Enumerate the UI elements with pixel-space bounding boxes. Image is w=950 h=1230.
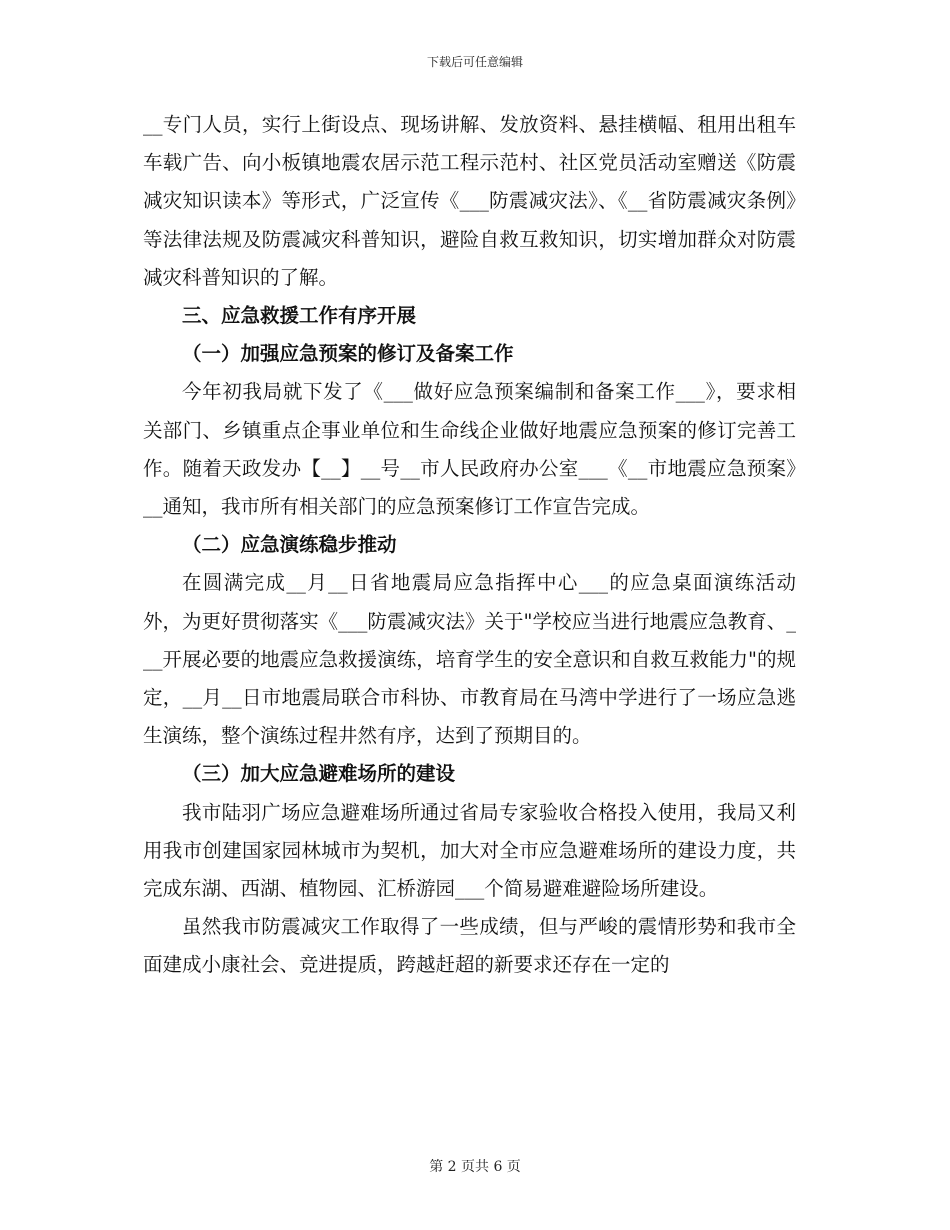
subsection-heading-shelters: （三）加大应急避难场所的建设 <box>182 762 456 786</box>
subsection-heading-plan-revision: （一）加强应急预案的修订及备案工作 <box>182 342 514 366</box>
paragraph-publicity: __专门人员，实行上街设点、现场讲解、发放资料、悬挂横幅、租用出租车车载广告、向小板镇地震农居示范工程示范村、社区党员活动室赠送《防震减灾知识读本》等形式，广泛宣传《___防震减灾法》、《__省防震减灾条例》等法律法规及防震减灾科普知识，避险自救互救知识，切实增加群众对防震减灾科普知识的了解。 <box>143 113 796 289</box>
page-header: 下载后可任意编辑 <box>426 55 523 69</box>
document-body <box>143 106 796 985</box>
subsection-heading-drills: （二）应急演练稳步推动 <box>182 533 397 557</box>
section-heading-emergency-rescue: 三、应急救援工作有序开展 <box>182 304 417 328</box>
paragraph-shelters: 我市陆羽广场应急避难场所通过省局专家验收合格投入使用，我局又利用我市创建国家园林城市为契机，加大对全市应急避难场所的建设力度，共完成东湖、西湖、植物园、汇桥游园___个简易避难避险场所建设。 <box>143 800 796 901</box>
paragraph-summary: 虽然我市防震减灾工作取得了一些成绩，但与严峻的震情形势和我市全面建成小康社会、竞进提质，跨越赶超的新要求还存在一定的 <box>143 915 796 977</box>
paragraph-drills: 在圆满完成__月__日省地震局应急指挥中心___的应急桌面演练活动外，为更好贯彻落实《___防震减灾法》关于"学校应当进行地震应急教育、___开展必要的地震应急救援演练，培育学生的安全意识和自救互救能力"的规定，__月__日市地震局联合市科协、市教育局在马湾中学进行了一场应急逃生演练，整个演练过程井然有序，达到了预期目的。 <box>143 571 796 748</box>
page-footer: 第 2 页共 6 页 <box>429 1159 521 1175</box>
paragraph-plan-revision: 今年初我局就下发了《___做好应急预案编制和备案工作___》，要求相关部门、乡镇重点企事业单位和生命线企业做好地震应急预案的修订完善工作。随着天政发办【__】__号__市人民政府办公室___《__市地震应急预案》__通知，我市所有相关部门的应急预案修订工作宣告完成。 <box>143 380 796 519</box>
